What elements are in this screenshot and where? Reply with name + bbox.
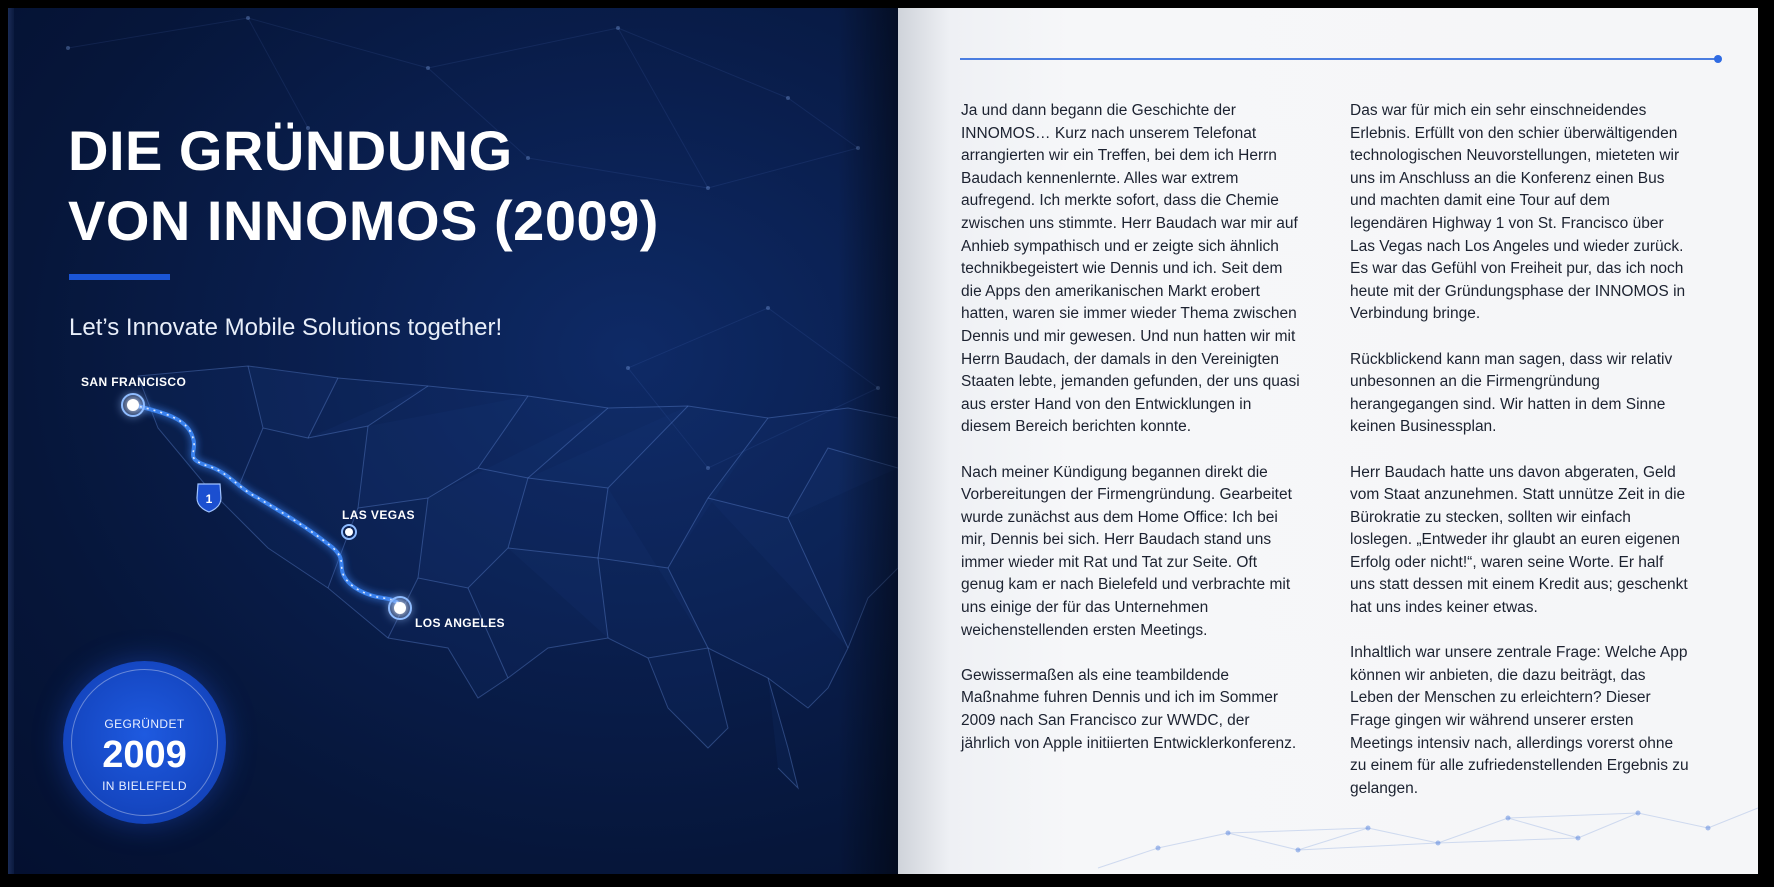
- badge-bottom-text: IN BIELEFELD: [102, 779, 187, 793]
- paragraph: Gewissermaßen als eine teambildende Maßnahme fuhren Dennis und ich im Sommer 2009 nach San Francisco zur WWDC, der jährlich von Apple initiierten Entwicklerkonferenz.: [961, 666, 1297, 752]
- label-las-vegas: LAS VEGAS: [342, 508, 415, 522]
- page-spine-shadow: [838, 8, 898, 874]
- badge-top-text: GEGRÜNDET: [104, 717, 185, 731]
- state-outlines: [138, 366, 898, 788]
- right-page: [898, 8, 1758, 874]
- paragraph: Herr Baudach hatte uns davon abgeraten, Geld vom Staat anzunehmen. Statt unnütze Zeit in die Bürokratie zu stecken, sollten wir einfach loslegen. „Entweder ihr glaubt an euren eigenen Erfolg oder nicht!“, waren seine Worte. Er half uns statt dessen mit einem Kredit aus; geschenkt hat uns indes keiner etwas.: [1350, 463, 1688, 617]
- book-spread: [8, 8, 1758, 874]
- founded-badge: [63, 661, 226, 824]
- highway-number: 1: [205, 492, 213, 506]
- page-title: [68, 116, 659, 256]
- title-underline: [69, 274, 170, 280]
- header-rule-dot: [1714, 55, 1722, 63]
- paragraph: Ja und dann begann die Geschichte der INNOMOS… Kurz nach unserem Telefonat arrangierten wir ein Treffen, bei dem ich Herrn Baudach kennenlernte. Alles war extrem aufregend. Ich merkte sofort, dass die Chemie zwischen uns stimmte. Herr Baudach war mir auf Anhieb sympathisch und er zeigte sich ähnlich technikbegeistert wie Dennis und ich. Seit dem die Apps den amerikanischen Markt erobert hatten, waren sie immer wieder Thema zwischen Dennis und mir gewesen. Und nun hatten wir mit Herrn Baudach, der damals in den Vereinigten Staaten lebte, jemanden gefunden, der uns quasi aus erster Hand von den Entwicklungen in diesem Bereich berichten konnte.: [961, 102, 1300, 436]
- subtitle: Let’s Innovate Mobile Solutions together!: [69, 314, 503, 341]
- paragraph: Inhaltlich war unsere zentrale Frage: Welche App können wir anbieten, die dazu beiträgt, das Leben der Menschen zu erleichtern? Dieser Frage gingen wir während unserer ersten Meetings intensiv nach, allerdings vorerst ohne zu einem für alle zufriedenstellenden Ergebnis zu gelangen.: [1350, 644, 1689, 797]
- highway-shield-icon: [197, 484, 221, 512]
- text-column-2: [1350, 100, 1690, 823]
- header-rule: [960, 58, 1718, 60]
- paragraph: Das war für mich ein sehr einschneidendes Erlebnis. Erfüllt von den schier überwältigenden technologischen Neuvorstellungen, mieteten wir uns im Anschluss an die Konferenz einen Bus und machten damit eine Tour auf dem legendären Highway 1 von St. Francisco über Las Vegas nach Los Angeles und wieder zurück. Es war das Gefühl von Freiheit pur, das ich noch heute mit der Gründungsphase der INNOMOS in Verbindung bringe.: [1350, 102, 1686, 323]
- left-page: [8, 8, 898, 874]
- paragraph: Rückblickend kann man sagen, dass wir relativ unbesonnen an die Firmengründung herangegangen sind. Wir hatten in dem Sinne keinen Businessplan.: [1350, 350, 1673, 436]
- paragraph: Nach meiner Kündigung begannen direkt die Vorbereitungen der Firmengründung. Gearbeitet wurde zunächst aus dem Home Office: Ich bei mir, Dennis bei sich. Herr Baudach stand uns immer wieder mit Rat und Tat zur Seite. Oft genug kam er nach Bielefeld und verbrachte mit uns einige der für das Unternehmen weichenstellenden ersten Meetings.: [961, 463, 1292, 639]
- badge-year: 2009: [102, 734, 187, 776]
- network-decoration: [898, 788, 1758, 874]
- title-line-1: DIE GRÜNDUNG: [68, 119, 513, 182]
- title-line-2: VON INNOMOS (2009): [68, 189, 659, 252]
- label-san-francisco: SAN FRANCISCO: [81, 375, 187, 389]
- text-column-1: [961, 100, 1301, 778]
- label-los-angeles: LOS ANGELES: [415, 616, 505, 630]
